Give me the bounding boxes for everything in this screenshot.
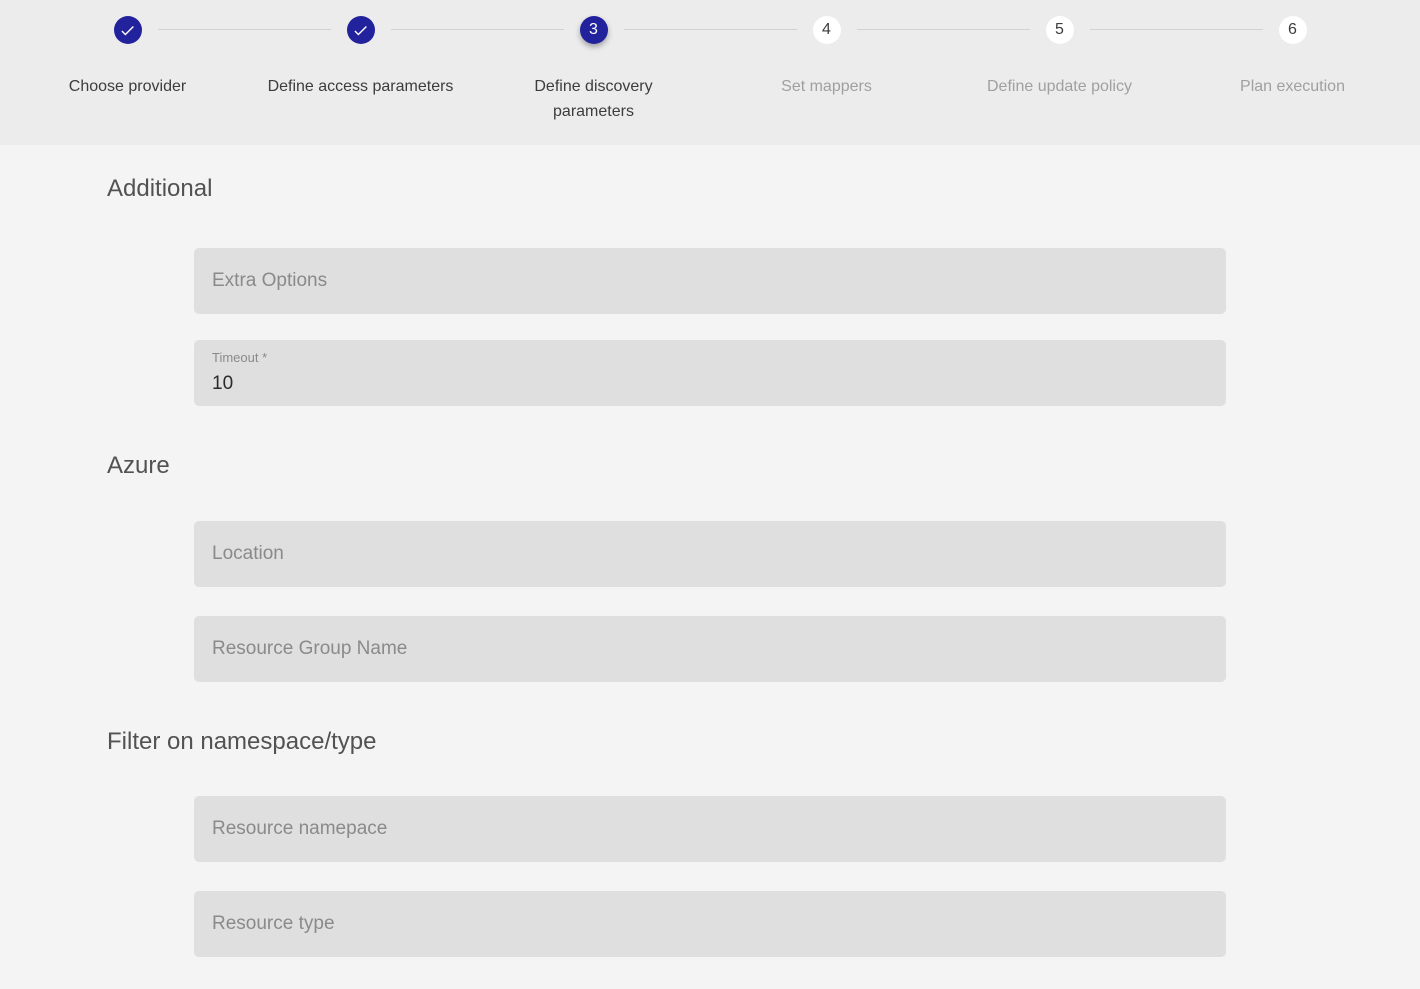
step-1-choose-provider[interactable]	[11, 0, 244, 145]
step-4-set-mappers[interactable]	[710, 0, 943, 145]
step-6-plan-execution[interactable]	[1176, 0, 1409, 145]
resource-namespace-field[interactable]	[194, 796, 1226, 862]
extra-options-field[interactable]	[194, 248, 1226, 314]
location-input[interactable]	[194, 521, 1226, 587]
section-heading-additional: Additional	[107, 175, 213, 202]
step-6-circle[interactable]	[1279, 16, 1307, 44]
step-connector	[857, 29, 1030, 30]
section-heading-filter-namespace-type: Filter on namespace/type	[107, 728, 377, 755]
step-3-label: Define discovery parameters	[534, 78, 653, 120]
resource-type-input[interactable]	[194, 891, 1226, 957]
step-3-circle[interactable]	[580, 16, 608, 44]
timeout-label: Timeout *	[212, 350, 268, 365]
section-heading-azure: Azure	[107, 452, 170, 479]
step-3-define-discovery-parameters[interactable]	[477, 0, 710, 145]
location-field[interactable]	[194, 521, 1226, 587]
step-2-circle[interactable]	[347, 16, 375, 44]
step-connector	[1090, 29, 1263, 30]
step-1-label: Choose provider	[68, 78, 187, 95]
step-4-circle[interactable]	[813, 16, 841, 44]
resource-type-field[interactable]	[194, 891, 1226, 957]
discovery-parameters-form	[0, 145, 1420, 957]
step-connector	[158, 29, 331, 30]
check-icon	[352, 22, 369, 39]
step-connector	[624, 29, 797, 30]
timeout-input[interactable]	[212, 366, 1208, 396]
step-2-label: Define access parameters	[267, 78, 454, 95]
step-5-circle[interactable]	[1046, 16, 1074, 44]
check-icon	[119, 22, 136, 39]
step-1-circle[interactable]	[114, 16, 142, 44]
resource-namespace-input[interactable]	[194, 796, 1226, 862]
step-5-define-update-policy[interactable]	[943, 0, 1176, 145]
step-4-label: Set mappers	[781, 78, 872, 95]
step-6-number: 6	[1288, 21, 1297, 38]
step-connector	[391, 29, 564, 30]
wizard-stepper	[0, 0, 1420, 145]
step-4-number: 4	[822, 21, 831, 38]
step-5-number: 5	[1055, 21, 1064, 38]
extra-options-input[interactable]	[194, 248, 1226, 314]
step-2-define-access-parameters[interactable]	[244, 0, 477, 145]
timeout-field[interactable]	[194, 340, 1226, 406]
step-3-number: 3	[589, 21, 598, 38]
step-5-label: Define update policy	[987, 78, 1132, 95]
step-6-label: Plan execution	[1240, 78, 1345, 95]
resource-group-name-field[interactable]	[194, 616, 1226, 682]
resource-group-name-input[interactable]	[194, 616, 1226, 682]
